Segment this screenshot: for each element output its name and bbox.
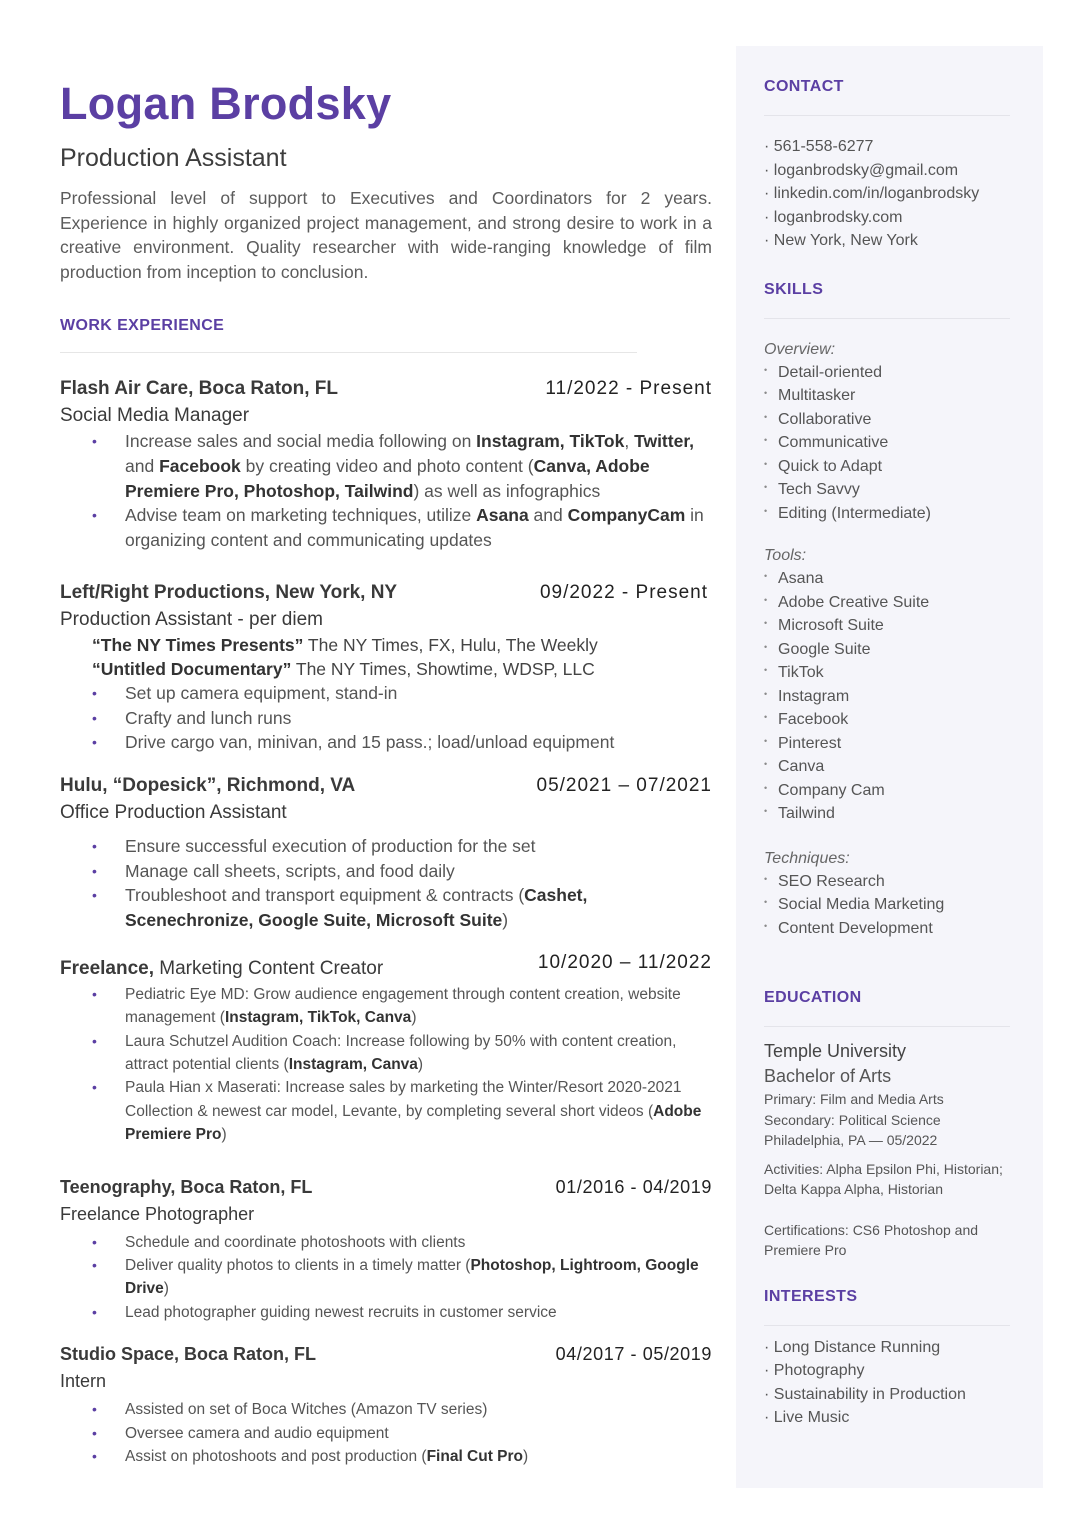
list-item: • Pinterest (764, 732, 1015, 756)
list-item: • Drive cargo van, minivan, and 15 pass.; load/unload equipment (60, 730, 712, 755)
list-item: • Advise team on marketing techniques, utilize Asana and CompanyCam in organizing content and communicating updates (60, 503, 712, 552)
job-role: Production Assistant - per diem (60, 608, 323, 630)
contact-list (764, 135, 1015, 253)
production-title: “The NY Times Presents” (92, 634, 304, 655)
skills-overview-list (764, 361, 1015, 526)
job-company: Left/Right Productions, New York, NY (60, 581, 398, 603)
job-freelance-marketing (60, 951, 712, 1147)
job-teenography (60, 1173, 712, 1325)
list-item: • Communicative (764, 431, 1015, 455)
production-credit (60, 633, 712, 657)
list-item: • Company Cam (764, 779, 1015, 803)
main-column (60, 72, 712, 1469)
section-divider (764, 115, 1010, 116)
list-item: • Lead photographer guiding newest recruits in customer service (60, 1301, 712, 1324)
list-item: • Set up camera equipment, stand-in (60, 681, 712, 706)
contact-website: · loganbrodsky.com (764, 206, 1015, 230)
production-credit (60, 657, 712, 681)
list-item: • Adobe Creative Suite (764, 591, 1015, 615)
contact-email: · loganbrodsky@gmail.com (764, 159, 1015, 183)
skills-tools-label: Tools: (764, 547, 807, 564)
skills-overview-label: Overview: (764, 340, 836, 358)
list-item: • Troubleshoot and transport equipment & contracts (Cashet, Scenechronize, Google Suite, Microsoft Suite) (60, 883, 712, 932)
section-divider (60, 352, 637, 353)
contact-phone: · 561-558-6277 (764, 135, 1015, 159)
sidebar (736, 46, 1043, 1488)
job-dates: 01/2016 - 04/2019 (555, 1176, 712, 1197)
candidate-title: Production Assistant (60, 144, 287, 172)
education-degree: Bachelor of Arts (764, 1066, 892, 1086)
job-hulu-dopesick (60, 772, 712, 933)
skills-tools-list (764, 567, 1015, 826)
contact-linkedin: · linkedin.com/in/loganbrodsky (764, 182, 1015, 206)
list-item: • SEO Research (764, 870, 1015, 894)
list-item: • Oversee camera and audio equipment (60, 1422, 712, 1445)
production-details: The NY Times, FX, Hulu, The Weekly (303, 634, 598, 655)
skills-techniques-label: Techniques: (764, 849, 850, 867)
job-left-right-productions (60, 579, 712, 755)
list-item: • Tech Savvy (764, 478, 1015, 502)
skills-techniques-list (764, 870, 1015, 941)
list-item: · Live Music (764, 1406, 1015, 1430)
list-item: • Tailwind (764, 802, 1015, 826)
list-item: • Instagram (764, 685, 1015, 709)
list-item: • Facebook (764, 708, 1015, 732)
list-item: • Editing (Intermediate) (764, 502, 1015, 526)
job-role: Social Media Manager (60, 405, 250, 427)
list-item: • Social Media Marketing (764, 893, 1015, 917)
list-item: • Quick to Adapt (764, 455, 1015, 479)
education-primary: Primary: Film and Media Arts (764, 1091, 944, 1107)
job-company: Flash Air Care, Boca Raton, FL (60, 378, 339, 400)
job-dates: 10/2020 – 11/2022 (537, 951, 712, 973)
list-item: · Photography (764, 1359, 1015, 1383)
production-details: The NY Times, Showtime, WDSP, LLC (291, 658, 595, 679)
skills-heading: SKILLS (764, 280, 824, 298)
education-certifications: Certifications: CS6 Photoshop and Premiere Pro (764, 1221, 979, 1258)
list-item: • Assisted on set of Boca Witches (Amazon TV series) (60, 1398, 712, 1421)
job-company: Studio Space, Boca Raton, FL (60, 1344, 317, 1365)
job-role: Freelance Photographer (60, 1203, 255, 1224)
list-item: • Multitasker (764, 384, 1015, 408)
job-role: Office Production Assistant (60, 802, 287, 823)
contact-heading: CONTACT (764, 78, 844, 95)
contact-location: · New York, New York (764, 229, 1015, 253)
list-item: · Long Distance Running (764, 1336, 1015, 1360)
list-item: • Canva (764, 755, 1015, 779)
section-divider (764, 318, 1010, 319)
education-school: Temple University (764, 1041, 907, 1061)
list-item: • Content Development (764, 917, 1015, 941)
job-company-bold: Freelance, (60, 957, 154, 979)
list-item: • Paula Hian x Maserati: Increase sales by marketing the Winter/Resort 2020-2021 Collection & newest car model, Levante, by completing several short videos (Adobe Premiere Pro) (60, 1076, 712, 1146)
production-title: “Untitled Documentary” (92, 658, 292, 679)
work-experience-heading: WORK EXPERIENCE (60, 317, 225, 335)
list-item: • Asana (764, 567, 1015, 591)
list-item: • Manage call sheets, scripts, and food daily (60, 859, 712, 884)
education-location: Philadelphia, PA — 05/2022 (764, 1132, 938, 1148)
education-secondary: Secondary: Political Science (764, 1111, 941, 1128)
list-item: • Crafty and lunch runs (60, 706, 712, 731)
list-item: • Pediatric Eye MD: Grow audience engagement through content creation, website management (Instagram, TikTok, Canva) (60, 983, 712, 1030)
list-item: • Collaborative (764, 408, 1015, 432)
list-item: · Sustainability in Production (764, 1383, 1015, 1407)
list-item: • Deliver quality photos to clients in a timely matter (Photoshop, Lightroom, Google Drive) (60, 1254, 712, 1301)
job-company: Teenography, Boca Raton, FL (60, 1176, 313, 1197)
summary: Professional level of support to Executives and Coordinators for 2 years. Experience in highly organized project management, and strong desire to work in a creative environment. Quality researcher with wide-ranging knowledge of film production from inception to conclusion. (60, 188, 712, 282)
list-item: • Assist on photoshoots and post production (Final Cut Pro) (60, 1445, 712, 1468)
interests-heading: INTERESTS (764, 1287, 858, 1305)
list-item: • Microsoft Suite (764, 614, 1015, 638)
list-item: • TikTok (764, 661, 1015, 685)
job-company (60, 955, 383, 983)
education-activities: Activities: Alpha Epsilon Phi, Historian; Delta Kappa Alpha, Historian (764, 1160, 1003, 1197)
job-studio-space (60, 1340, 712, 1468)
job-dates: 09/2022 - Present (539, 581, 708, 603)
candidate-name: Logan Brodsky (60, 78, 392, 129)
list-item: • Laura Schutzel Audition Coach: Increase following by 50% with content creation, attract potential clients (Instagram, Canva) (60, 1030, 712, 1077)
job-company: Hulu, “Dopesick”, Richmond, VA (60, 775, 356, 796)
job-dates: 11/2022 - Present (545, 378, 712, 400)
list-item: • Ensure successful execution of production for the set (60, 834, 712, 859)
job-dates: 05/2021 – 07/2021 (536, 775, 712, 796)
interests-list (764, 1336, 1015, 1430)
list-item: • Increase sales and social media following on Instagram, TikTok, Twitter, and Facebook by creating video and photo content (Canva, Adobe Premiere Pro, Photoshop, Tailwind) as well as infographics (60, 429, 712, 503)
job-dates: 04/2017 - 05/2019 (555, 1344, 712, 1365)
job-company-rest: Marketing Content Creator (154, 957, 384, 979)
list-item: • Detail-oriented (764, 361, 1015, 385)
list-item: • Google Suite (764, 638, 1015, 662)
education-heading: EDUCATION (764, 989, 862, 1006)
job-role: Intern (60, 1371, 107, 1392)
list-item: • Schedule and coordinate photoshoots with clients (60, 1231, 712, 1254)
section-divider (764, 1325, 1010, 1326)
section-divider (764, 1026, 1010, 1027)
job-flash-air-care (60, 375, 712, 553)
